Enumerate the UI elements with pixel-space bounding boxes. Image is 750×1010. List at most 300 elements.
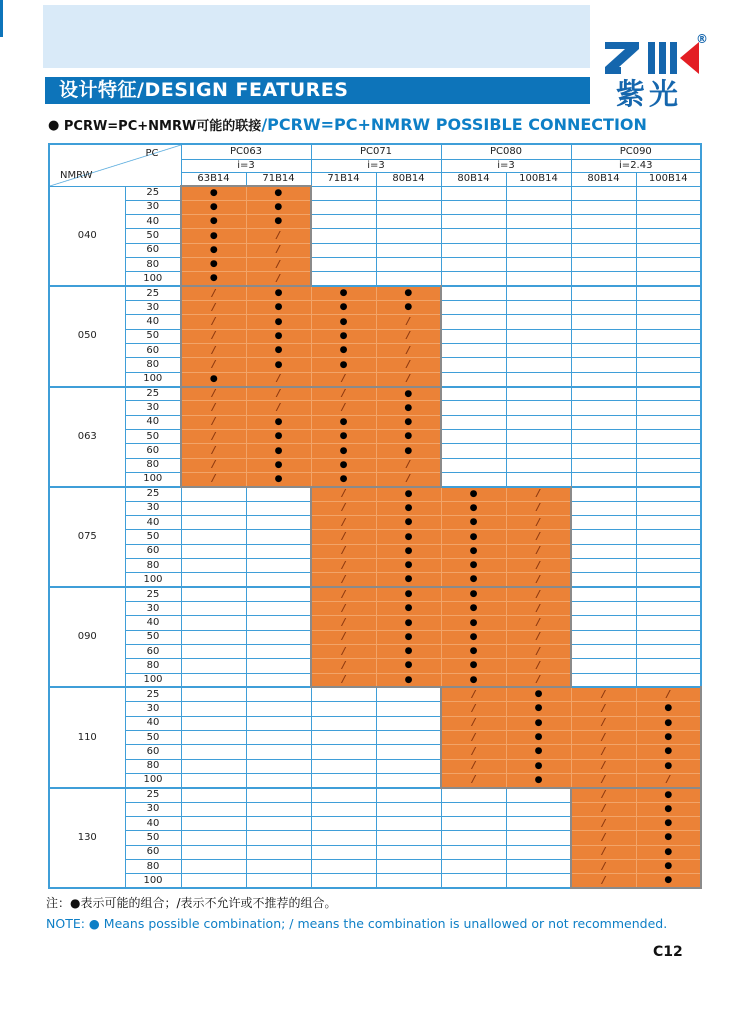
table-cell <box>376 344 441 358</box>
size-label: 80 <box>125 859 181 873</box>
table-cell <box>181 258 246 272</box>
nmrw-label: 040 <box>49 186 125 286</box>
table-cell <box>636 186 701 200</box>
not-allowed-slash-icon: / <box>211 416 216 428</box>
size-label: 30 <box>125 301 181 315</box>
table-heading-zh: PCRW=PC+NMRW可能的联接 <box>59 119 262 134</box>
table-cell <box>246 200 311 214</box>
possible-dot-icon: ● <box>404 402 413 413</box>
group-header: PC071 <box>311 144 441 159</box>
possible-dot-icon: ● <box>404 674 413 685</box>
possible-dot-icon: ● <box>404 617 413 628</box>
not-allowed-slash-icon: / <box>341 659 346 671</box>
table-cell <box>181 559 246 573</box>
table-cell <box>181 516 246 530</box>
table-cell <box>636 200 701 214</box>
table-cell <box>506 243 571 257</box>
not-allowed-slash-icon: / <box>601 789 606 801</box>
table-cell <box>636 301 701 315</box>
size-label: 25 <box>125 687 181 701</box>
table-cell <box>441 673 506 687</box>
not-allowed-slash-icon: / <box>601 846 606 858</box>
not-allowed-slash-icon: / <box>536 659 541 671</box>
not-allowed-slash-icon: / <box>471 702 476 714</box>
table-cell <box>246 587 311 601</box>
table-cell <box>376 444 441 458</box>
table-cell <box>506 788 571 802</box>
table-cell <box>181 186 246 200</box>
table-cell <box>506 544 571 558</box>
table-cell <box>441 458 506 472</box>
table-row <box>49 372 701 386</box>
table-cell <box>181 702 246 716</box>
table-cell <box>311 301 376 315</box>
size-label: 25 <box>125 387 181 401</box>
table-cell <box>506 759 571 773</box>
not-allowed-slash-icon: / <box>406 316 411 328</box>
table-cell <box>246 272 311 286</box>
not-allowed-slash-icon: / <box>341 602 346 614</box>
table-cell <box>246 430 311 444</box>
table-cell <box>636 773 701 787</box>
table-cell <box>441 845 506 859</box>
table-cell <box>311 286 376 300</box>
not-allowed-slash-icon: / <box>406 373 411 385</box>
table-cell <box>376 845 441 859</box>
table-cell <box>376 487 441 501</box>
table-cell <box>181 473 246 487</box>
not-allowed-slash-icon: / <box>211 430 216 442</box>
table-cell <box>571 229 636 243</box>
size-label: 50 <box>125 630 181 644</box>
table-cell <box>441 243 506 257</box>
table-cell <box>376 745 441 759</box>
table-cell <box>441 329 506 343</box>
possible-dot-icon: ● <box>339 416 348 427</box>
table-cell <box>441 401 506 415</box>
possible-dot-icon: ● <box>274 345 283 356</box>
size-label: 80 <box>125 659 181 673</box>
not-allowed-slash-icon: / <box>341 388 346 399</box>
not-allowed-slash-icon: / <box>536 488 541 500</box>
table-cell <box>571 473 636 487</box>
not-allowed-slash-icon: / <box>601 874 606 886</box>
table-cell <box>441 473 506 487</box>
not-allowed-slash-icon: / <box>601 760 606 772</box>
table-row <box>49 788 701 802</box>
table-cell <box>506 186 571 200</box>
table-cell <box>376 243 441 257</box>
not-allowed-slash-icon: / <box>341 373 346 385</box>
possible-dot-icon: ● <box>339 473 348 484</box>
table-row <box>49 358 701 372</box>
note-english: NOTE: ● Means possible combination; / means the combination is unallowed or not recommended. <box>46 916 668 931</box>
table-cell <box>311 272 376 286</box>
col-header: 80B14 <box>376 172 441 186</box>
table-row <box>49 487 701 501</box>
possible-dot-icon: ● <box>469 617 478 628</box>
table-cell <box>636 487 701 501</box>
possible-dot-icon: ● <box>404 545 413 556</box>
table-cell <box>571 630 636 644</box>
table-cell <box>506 444 571 458</box>
not-allowed-slash-icon: / <box>341 645 346 657</box>
table-cell <box>636 859 701 873</box>
table-cell <box>506 272 571 286</box>
possible-dot-icon: ● <box>274 216 283 227</box>
not-allowed-slash-icon: / <box>666 774 671 786</box>
table-cell <box>571 773 636 787</box>
table-cell <box>441 301 506 315</box>
not-allowed-slash-icon: / <box>341 559 346 571</box>
table-cell <box>441 874 506 888</box>
not-allowed-slash-icon: / <box>211 330 216 342</box>
nmrw-label: 050 <box>49 286 125 386</box>
table-cell <box>311 415 376 429</box>
possible-dot-icon: ● <box>469 545 478 556</box>
size-label: 30 <box>125 200 181 214</box>
table-cell <box>636 673 701 687</box>
possible-dot-icon: ● <box>664 818 673 829</box>
table-cell <box>636 516 701 530</box>
size-label: 50 <box>125 430 181 444</box>
table-cell <box>181 874 246 888</box>
table-cell <box>311 358 376 372</box>
corner-cell <box>49 144 181 186</box>
table-cell <box>506 329 571 343</box>
size-label: 100 <box>125 473 181 487</box>
possible-dot-icon: ● <box>534 732 543 743</box>
table-cell <box>441 773 506 787</box>
not-allowed-slash-icon: / <box>276 244 281 256</box>
possible-dot-icon: ● <box>664 703 673 714</box>
table-cell <box>571 788 636 802</box>
table-cell <box>181 200 246 214</box>
table-row <box>49 602 701 616</box>
table-cell <box>246 315 311 329</box>
table-cell <box>311 215 376 229</box>
table-cell <box>441 687 506 701</box>
possible-dot-icon: ● <box>664 832 673 843</box>
table-cell <box>506 802 571 816</box>
table-cell <box>506 573 571 587</box>
table-cell <box>181 716 246 730</box>
table-cell <box>571 544 636 558</box>
not-allowed-slash-icon: / <box>406 330 411 342</box>
table-row <box>49 730 701 744</box>
table-cell <box>506 501 571 515</box>
possible-dot-icon: ● <box>274 431 283 442</box>
table-cell <box>571 458 636 472</box>
table-cell <box>181 645 246 659</box>
section-banner <box>45 77 590 104</box>
table-cell <box>571 573 636 587</box>
size-label: 100 <box>125 874 181 888</box>
table-cell <box>571 559 636 573</box>
table-cell <box>246 401 311 415</box>
table-row <box>49 286 701 300</box>
possible-dot-icon: ● <box>274 288 283 299</box>
table-cell <box>311 759 376 773</box>
table-cell <box>571 186 636 200</box>
table-cell <box>246 831 311 845</box>
table-cell <box>376 587 441 601</box>
table-row <box>49 845 701 859</box>
table-cell <box>246 602 311 616</box>
possible-dot-icon: ● <box>469 531 478 542</box>
table-cell <box>311 444 376 458</box>
table-cell <box>246 301 311 315</box>
size-label: 50 <box>125 229 181 243</box>
table-cell <box>636 229 701 243</box>
table-cell <box>636 415 701 429</box>
table-cell <box>181 773 246 787</box>
table-cell <box>311 745 376 759</box>
table-cell <box>506 859 571 873</box>
table-row <box>49 344 701 358</box>
table-cell <box>571 759 636 773</box>
not-allowed-slash-icon: / <box>341 545 346 557</box>
not-allowed-slash-icon: / <box>276 402 281 414</box>
size-label: 60 <box>125 544 181 558</box>
connection-table <box>48 143 702 889</box>
table-cell <box>311 802 376 816</box>
header-background-panel <box>43 5 590 68</box>
not-allowed-slash-icon: / <box>211 402 216 414</box>
possible-dot-icon: ● <box>339 316 348 327</box>
table-cell <box>441 358 506 372</box>
table-cell <box>311 544 376 558</box>
table-cell <box>506 387 571 401</box>
not-allowed-slash-icon: / <box>536 516 541 528</box>
not-allowed-slash-icon: / <box>536 531 541 543</box>
table-cell <box>376 716 441 730</box>
table-cell <box>181 430 246 444</box>
table-cell <box>571 272 636 286</box>
table-cell <box>636 544 701 558</box>
not-allowed-slash-icon: / <box>601 860 606 872</box>
zik-logo-icon <box>604 38 708 78</box>
table-row <box>49 645 701 659</box>
table-cell <box>246 645 311 659</box>
table-cell <box>376 430 441 444</box>
brand-name-chinese: 紫光 <box>616 77 683 111</box>
table-cell <box>636 344 701 358</box>
table-row <box>49 773 701 787</box>
table-cell <box>246 773 311 787</box>
table-cell <box>181 286 246 300</box>
table-row <box>49 301 701 315</box>
table-cell <box>636 745 701 759</box>
table-cell <box>441 659 506 673</box>
nmrw-label: 110 <box>49 687 125 787</box>
table-cell <box>636 602 701 616</box>
table-cell <box>506 730 571 744</box>
possible-dot-icon: ● <box>664 746 673 757</box>
table-cell <box>246 730 311 744</box>
not-allowed-slash-icon: / <box>471 717 476 729</box>
possible-dot-icon: ● <box>469 603 478 614</box>
table-cell <box>506 716 571 730</box>
possible-dot-icon: ● <box>274 330 283 341</box>
table-cell <box>311 831 376 845</box>
not-allowed-slash-icon: / <box>341 516 346 528</box>
table-row <box>49 687 701 701</box>
table-cell <box>246 802 311 816</box>
table-cell <box>376 186 441 200</box>
table-cell <box>506 645 571 659</box>
table-cell <box>506 200 571 214</box>
table-row <box>49 745 701 759</box>
table-cell <box>571 802 636 816</box>
possible-dot-icon: ● <box>664 760 673 771</box>
ratio-header: i=3 <box>181 159 311 172</box>
size-label: 25 <box>125 788 181 802</box>
table-cell <box>246 716 311 730</box>
table-cell <box>376 415 441 429</box>
table-cell <box>376 229 441 243</box>
table-cell <box>246 329 311 343</box>
size-label: 100 <box>125 372 181 386</box>
table-cell <box>506 258 571 272</box>
nmrw-label: 130 <box>49 788 125 888</box>
table-cell <box>441 215 506 229</box>
size-label: 30 <box>125 401 181 415</box>
possible-dot-icon: ● <box>534 774 543 785</box>
not-allowed-slash-icon: / <box>276 388 281 399</box>
table-cell <box>506 516 571 530</box>
possible-dot-icon: ● <box>664 846 673 857</box>
table-cell <box>311 200 376 214</box>
possible-dot-icon: ● <box>469 589 478 600</box>
table-cell <box>181 315 246 329</box>
table-cell <box>246 702 311 716</box>
table-cell <box>636 286 701 300</box>
table-cell <box>636 788 701 802</box>
table-cell <box>506 473 571 487</box>
table-cell <box>181 415 246 429</box>
size-label: 60 <box>125 645 181 659</box>
col-header: 63B14 <box>181 172 246 186</box>
table-cell <box>181 845 246 859</box>
table-cell <box>441 258 506 272</box>
table-row <box>49 716 701 730</box>
table-cell <box>441 544 506 558</box>
table-cell <box>246 186 311 200</box>
table-cell <box>246 845 311 859</box>
table-row <box>49 243 701 257</box>
possible-dot-icon: ● <box>339 288 348 299</box>
table-cell <box>311 730 376 744</box>
col-header: 100B14 <box>506 172 571 186</box>
table-cell <box>571 444 636 458</box>
table-cell <box>636 387 701 401</box>
table-cell <box>246 501 311 515</box>
table-cell <box>181 329 246 343</box>
possible-dot-icon: ● <box>209 373 218 384</box>
not-allowed-slash-icon: / <box>341 588 346 600</box>
size-label: 40 <box>125 616 181 630</box>
table-cell <box>636 816 701 830</box>
table-cell <box>376 200 441 214</box>
table-cell <box>571 831 636 845</box>
table-cell <box>246 458 311 472</box>
table-row <box>49 573 701 587</box>
possible-dot-icon: ● <box>469 488 478 499</box>
size-label: 40 <box>125 415 181 429</box>
not-allowed-slash-icon: / <box>211 388 216 399</box>
not-allowed-slash-icon: / <box>536 674 541 686</box>
bullet-icon: ● <box>48 118 60 133</box>
table-cell <box>571 344 636 358</box>
group-header: PC090 <box>571 144 701 159</box>
table-cell <box>246 759 311 773</box>
table-cell <box>311 387 376 401</box>
table-cell <box>181 831 246 845</box>
table-cell <box>506 530 571 544</box>
table-cell <box>571 358 636 372</box>
table-row <box>49 258 701 272</box>
table-cell <box>181 487 246 501</box>
possible-dot-icon: ● <box>664 732 673 743</box>
table-cell <box>246 859 311 873</box>
not-allowed-slash-icon: / <box>406 359 411 371</box>
table-cell <box>246 530 311 544</box>
not-allowed-slash-icon: / <box>601 717 606 729</box>
size-label: 100 <box>125 272 181 286</box>
corner-label-pc: PC <box>145 148 159 159</box>
table-cell <box>636 587 701 601</box>
not-allowed-slash-icon: / <box>211 459 216 471</box>
not-allowed-slash-icon: / <box>211 445 216 457</box>
table-cell <box>181 215 246 229</box>
table-row <box>49 272 701 286</box>
table-cell <box>506 745 571 759</box>
table-cell <box>571 301 636 315</box>
table-cell <box>506 458 571 472</box>
corner-label-nmrw: NMRW <box>60 169 93 181</box>
table-cell <box>441 716 506 730</box>
size-label: 30 <box>125 802 181 816</box>
table-cell <box>506 559 571 573</box>
not-allowed-slash-icon: / <box>276 373 281 385</box>
possible-dot-icon: ● <box>274 473 283 484</box>
table-cell <box>506 831 571 845</box>
table-cell <box>636 458 701 472</box>
table-cell <box>311 788 376 802</box>
table-cell <box>181 544 246 558</box>
table-cell <box>636 702 701 716</box>
brand-logo <box>604 32 714 116</box>
table-cell <box>636 530 701 544</box>
not-allowed-slash-icon: / <box>341 502 346 514</box>
table-cell <box>246 559 311 573</box>
table-cell <box>441 286 506 300</box>
table-cell <box>181 573 246 587</box>
table-cell <box>441 831 506 845</box>
not-allowed-slash-icon: / <box>536 545 541 557</box>
possible-dot-icon: ● <box>339 359 348 370</box>
size-label: 30 <box>125 702 181 716</box>
table-cell <box>441 788 506 802</box>
table-cell <box>441 559 506 573</box>
not-allowed-slash-icon: / <box>406 344 411 356</box>
possible-dot-icon: ● <box>209 230 218 241</box>
table-cell <box>506 630 571 644</box>
table-row <box>49 458 701 472</box>
table-cell <box>376 258 441 272</box>
size-label: 80 <box>125 759 181 773</box>
